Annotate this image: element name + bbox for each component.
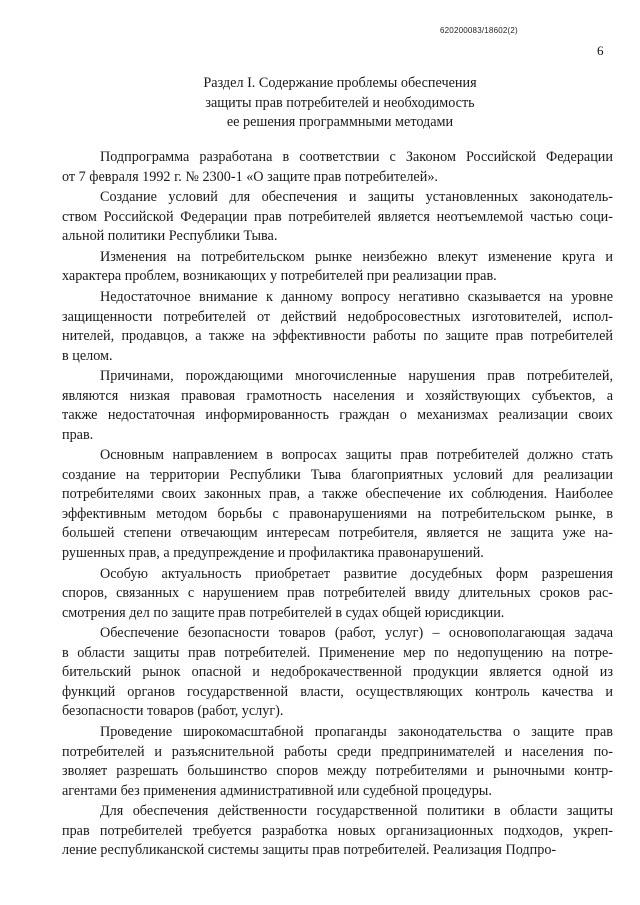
paragraph-line: зволяет разрешать большинство споров между потребителями и рыночными контр- [62, 763, 613, 779]
section-title-line: Раздел I. Содержание проблемы обеспечения [203, 75, 477, 91]
paragraph-line: рушенных прав, а предупреждение и профилактика правонарушений. [62, 544, 484, 561]
paragraph-line: потребителей и разъяснительной работы среди предпринимателей и населения по- [62, 743, 613, 760]
paragraph-line: являются низкая правовая грамотность населения и хозяйствующих субъектов, а [62, 387, 613, 404]
paragraph [62, 802, 613, 861]
paragraph-line: характера проблем, возникающих у потребителей при реализации прав. [62, 268, 497, 285]
paragraph-line: Причинами, порождающими многочисленные нарушения прав потребителей, [100, 368, 613, 385]
section-title-line: защиты прав потребителей и необходимость [205, 94, 475, 111]
paragraph [62, 624, 613, 722]
document-code: 620200083/18602(2) [440, 26, 518, 35]
document-body [62, 148, 613, 862]
paragraph-line: Изменения на потребительском рынке неизбежно влекут изменение круга и [100, 248, 613, 265]
paragraph [62, 565, 613, 624]
paragraph-line: функций органов государственной власти, осуществляющих контроль качества и [62, 683, 613, 700]
paragraph-line: Создание условий для обеспечения и защиты установленных законодатель- [100, 189, 613, 206]
paragraph [62, 288, 613, 366]
paragraph-line: большей степени отвечающим интересам потребителя, является не защита уже на- [62, 525, 613, 542]
paragraph-line: Для обеспечения действенности государственной политики в области защиты [100, 803, 613, 820]
paragraph-line: ление республиканской системы защиты прав потребителей. Реализация Подпро- [62, 842, 557, 859]
paragraph-line: Особую актуальность приобретает развитие досудебных форм разрешения [100, 565, 613, 582]
paragraph [62, 188, 613, 247]
paragraph-line: Проведение широкомасштабной пропаганды законодательства о защите прав [100, 724, 613, 740]
paragraph-line: защищенности потребителей от действий недобросовестных изготовителей, испол- [62, 308, 613, 325]
paragraph-line: смотрения дел по защите прав потребителей в судах общей юрисдикции. [62, 604, 505, 621]
paragraph-line: бительский рынок опасной и недоброкачественной продукции является одной из [62, 664, 613, 681]
paragraph-line: создание на территории Республики Тыва благоприятных условий для реализации [62, 466, 613, 483]
paragraph [62, 248, 613, 287]
paragraph-line: Обеспечение безопасности товаров (работ, услуг) – основополагающая задача [100, 625, 613, 642]
paragraph-line: эффективным методом борьбы с правонарушениями на потребительском рынке, в [62, 505, 613, 522]
page-number: 6 [597, 43, 604, 58]
paragraph [62, 148, 613, 187]
paragraph-line: Основным направлением в вопросах защиты прав потребителей должно стать [100, 447, 613, 464]
paragraph-line: нителей, продавцов, а также на эффективности работы по защите прав потребителей [62, 328, 613, 345]
paragraph-line: прав. [62, 426, 94, 443]
paragraph-line: от 7 февраля 1992 г. № 2300-1 «О защите прав потребителей». [62, 168, 438, 185]
section-title-line: ее решения программными методами [226, 114, 454, 130]
paragraph-line: в области защиты прав потребителей. Применение мер по недопущению на потре- [62, 644, 613, 661]
paragraph-line: споров, связанных с нарушением прав потребителей ввиду длительных сроков рас- [62, 585, 613, 602]
paragraph-line: безопасности товаров (работ, услуг). [62, 703, 284, 720]
paragraph-line: также недостаточная информированность граждан о механизмах реализации своих [62, 407, 613, 424]
paragraph [62, 446, 613, 563]
section-title [90, 74, 590, 133]
paragraph-line: Недостаточное внимание к данному вопросу негативно сказывается на уровне [100, 289, 613, 306]
paragraph-line: Подпрограмма разработана в соответствии с Законом Российской Федерации [100, 149, 613, 165]
paragraph [62, 367, 613, 445]
paragraph-line: ством Российской Федерации прав потребителей является неотъемлемой частью соци- [62, 208, 613, 225]
paragraph-line: агентами без применения административной или судебной процедуры. [62, 782, 492, 799]
paragraph-line: потребителями своих законных прав, а также обеспечение их соблюдения. Наиболее [62, 486, 613, 503]
paragraph-line: альной политики Республики Тыва. [62, 228, 278, 245]
paragraph-line: в целом. [62, 347, 113, 364]
paragraph [62, 723, 613, 801]
paragraph-line: прав потребителей требуется разработка новых организационных подходов, укреп- [62, 822, 613, 839]
